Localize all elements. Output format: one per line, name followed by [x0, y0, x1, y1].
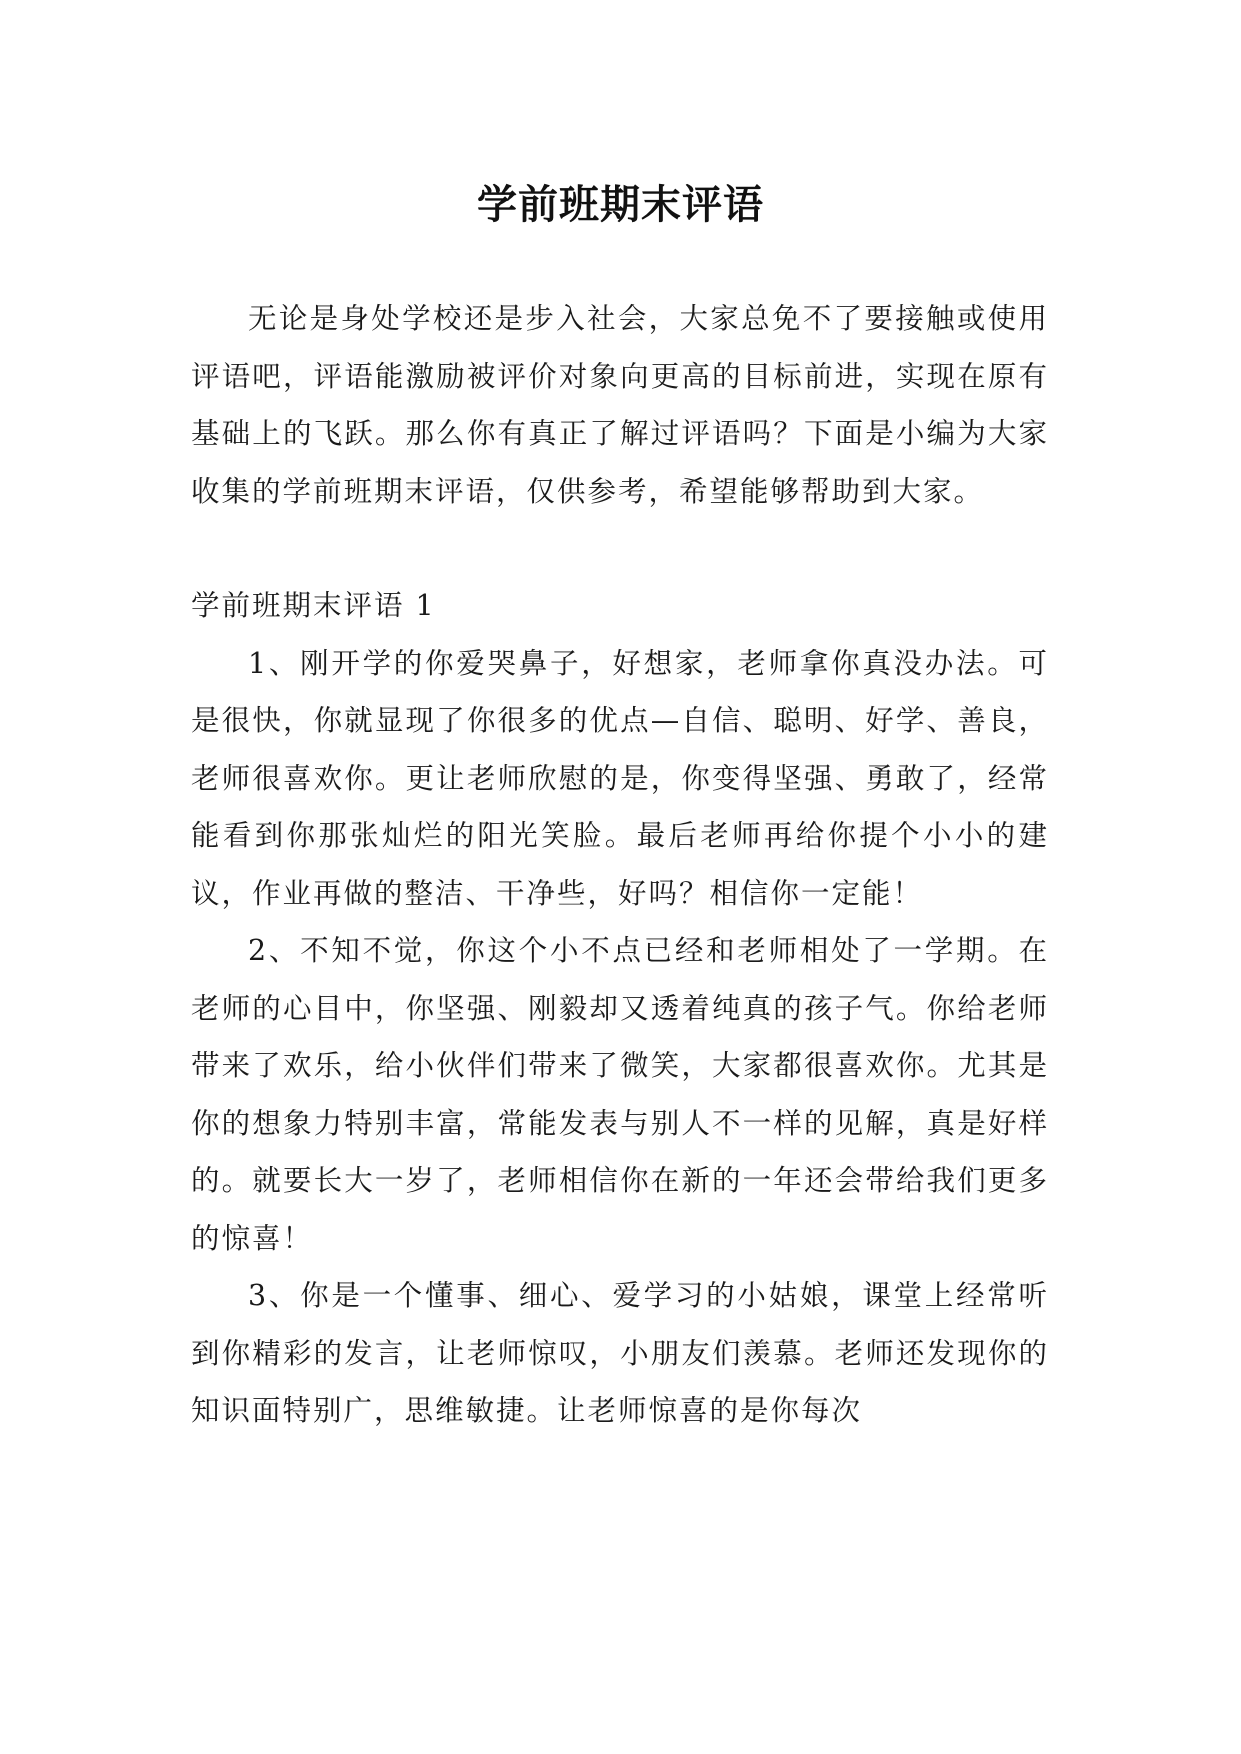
comment-paragraph-3: 3、你是一个懂事、细心、爱学习的小姑娘，课堂上经常听到你精彩的发言，让老师惊叹，小朋友们羡慕。老师还发现你的知识面特别广，思维敏捷。让老师惊喜的是你每次 — [191, 1279, 1049, 1427]
section-heading: 学前班期末评语 1 — [191, 589, 436, 622]
document-body — [191, 290, 1049, 1440]
intro-paragraph: 无论是身处学校还是步入社会，大家总免不了要接触或使用评语吧，评语能激励被评价对象向更高的目标前进，实现在原有基础上的飞跃。那么你有真正了解过评语吗？下面是小编为大家收集的学前班期末评语，仅供参考，希望能够帮助到大家。 — [191, 302, 1049, 508]
comment-paragraph-2: 2、不知不觉，你这个小不点已经和老师相处了一学期。在老师的心目中，你坚强、刚毅却又透着纯真的孩子气。你给老师带来了欢乐，给小伙伴们带来了微笑，大家都很喜欢你。尤其是你的想象力特别丰富，常能发表与别人不一样的见解，真是好样的。就要长大一岁了，老师相信你在新的一年还会带给我们更多的惊喜！ — [191, 934, 1049, 1255]
comment-paragraph-1: 1、刚开学的你爱哭鼻子，好想家，老师拿你真没办法。可是很快，你就显现了你很多的优点—自信、聪明、好学、善良，老师很喜欢你。更让老师欣慰的是，你变得坚强、勇敢了，经常能看到你那张灿烂的阳光笑脸。最后老师再给你提个小小的建议，作业再做的整洁、干净些，好吗？相信你一定能！ — [191, 646, 1049, 910]
document-title: 学前班期末评语 — [477, 181, 764, 228]
